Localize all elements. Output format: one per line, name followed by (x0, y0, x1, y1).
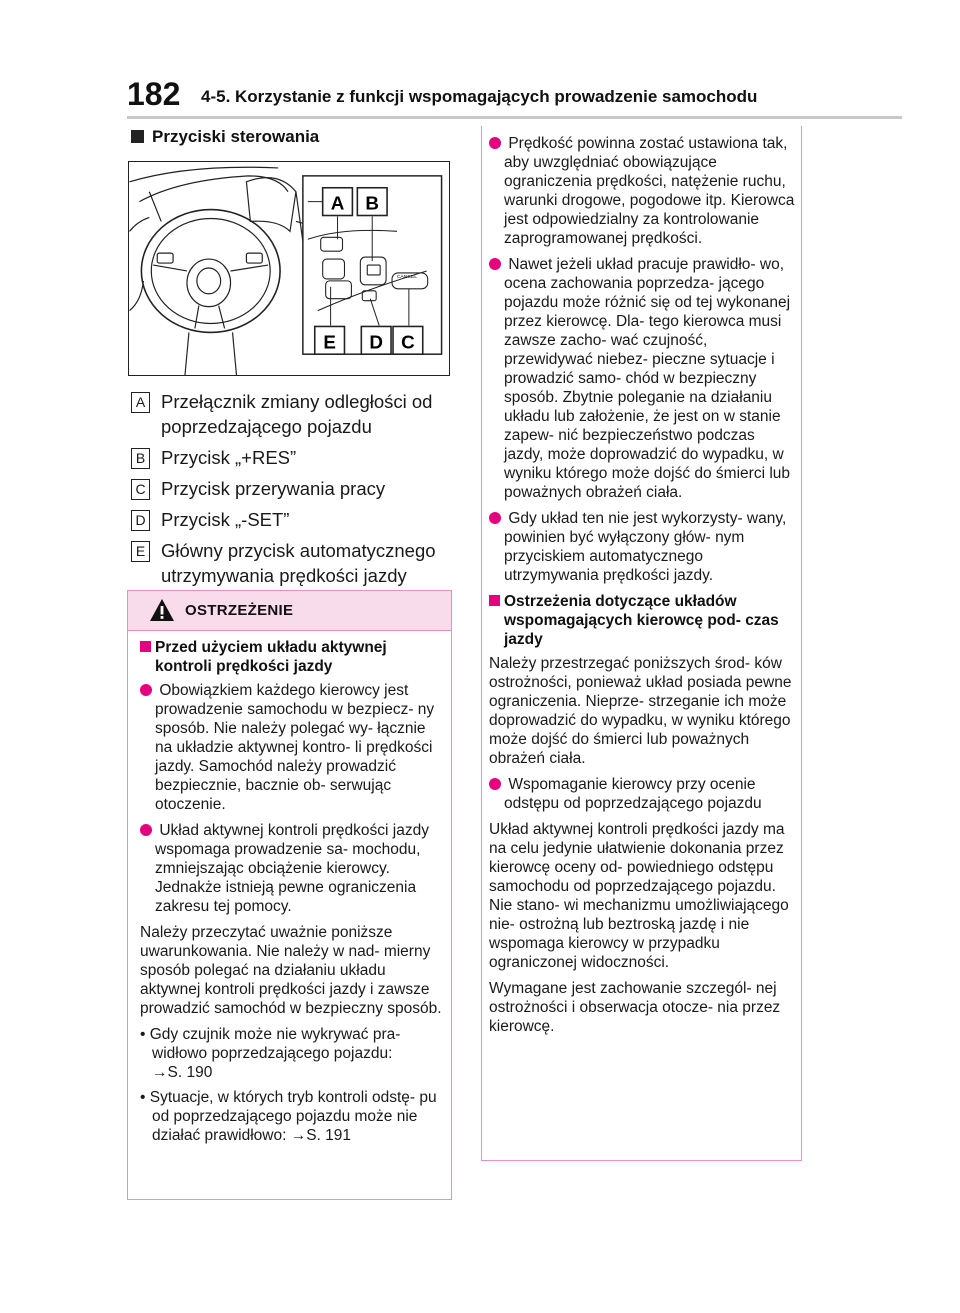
steering-wheel-figure (128, 161, 450, 376)
cancel-label: CANCEL (396, 274, 418, 280)
warning-heading (140, 638, 442, 676)
continuation-bullet-text: Prędkość powinna zostać ustawiona tak, aby uwzględniać obowiązujące ograniczenia prędkości, natężenie ruchu, warunki drogowe, pogodowe itp. Kierowca jest odpowiedzialny za kontrolowanie zaprogramowanej prędkości. (504, 135, 795, 247)
continuation-paragraph: Wymagane jest zachowanie szczegól- nej ostrożności i obserwacja otocze- nia przez kierowcę. (489, 980, 781, 1035)
section-title: 4-5. Korzystanie z funkcji wspomagających prowadzenie samochodu (201, 87, 758, 106)
legend-item (131, 389, 461, 439)
warning-body (128, 631, 451, 1145)
steering-wheel-illustration (129, 162, 449, 375)
continuation-heading-text: Ostrzeżenia dotyczące układów wspomagających kierowcę pod- czas jazdy (504, 593, 779, 648)
pink-dot-bullet-icon (140, 684, 152, 696)
pink-square-bullet-icon (489, 595, 500, 606)
legend-key: E (131, 541, 150, 562)
sub-heading (131, 127, 319, 147)
warning-continuation-box (481, 126, 802, 1161)
header-divider (127, 116, 902, 119)
page-reference[interactable]: →S. 191 (290, 1127, 352, 1144)
warning-title: OSTRZEŻENIE (185, 602, 294, 619)
callout-b: B (365, 192, 380, 214)
continuation-bullet (489, 134, 795, 248)
callout-c: C (401, 331, 415, 353)
legend-key: A (131, 392, 150, 413)
continuation-bullet-text: Wspomaganie kierowcy przy ocenie odstępu od poprzedzającego pojazdu (504, 776, 762, 812)
page-number: 182 (127, 76, 181, 112)
continuation-paragraph: Układ aktywnej kontroli prędkości jazdy ma na celu jedynie ułatwienie dokonania przez kierowcę oceny od- powiedniego odstępu samochodu od poprzedzającego pojazdu. Nie stano- wi mechanizmu umożliwiającego nie- ostrożną lub beztroską jazdę i nie wspomaga kierowcy w przypadku ograniczonej widoczności. (489, 821, 789, 971)
legend-item (131, 507, 461, 532)
warning-bullet (140, 681, 442, 814)
pink-dot-bullet-icon (489, 258, 501, 270)
warning-box (127, 590, 452, 1200)
pink-dot-bullet-icon (140, 824, 152, 836)
continuation-bullet-text: Nawet jeżeli układ pracuje prawidło- wo, ocena zachowania poprzedza- jącego pojazdu może różnić się od tej wykonanej przez kierowcę. Dla- tego kierowca musi zawsze zacho- wać czujność, przewidywać niebez- pieczne sytuacje i prowadzić samo- chód w bezpieczny sposób. Zbytnie poleganie na działaniu układu lub założenie, że jest on w stanie zapew- nić bezpieczeństwo podczas jazdy, może doprowadzić do wypadku, w wyniku którego może dojść do śmierci lub poważnych obrażeń ciała. (504, 256, 791, 501)
warning-header (128, 591, 451, 631)
continuation-paragraph: Należy przestrzegać poniższych środ- ków ostrożności, ponieważ układ posiada pewne ograniczenia. Nieprze- strzeganie ich może doprowadzić do wypadku, w wyniku którego może dojść do śmierci lub poważnych obrażeń ciała. (489, 655, 792, 767)
warning-dash-item: • Sytuacje, w których tryb kontroli odstę- pu od poprzedzającego pojazdu może nie działać prawidłowo: →S. 191 (140, 1089, 437, 1144)
continuation-bullet (489, 509, 795, 585)
page-reference-text[interactable]: S. 191 (306, 1127, 352, 1144)
legend-text: Przycisk „+RES” (161, 447, 297, 468)
pink-dot-bullet-icon (489, 778, 501, 790)
warning-bullet (140, 821, 442, 916)
legend-item (131, 538, 461, 588)
pink-dot-bullet-icon (489, 512, 501, 524)
continuation-heading (489, 592, 795, 649)
pink-square-bullet-icon (140, 641, 151, 652)
warning-bullet-text: Układ aktywnej kontroli prędkości jazdy wspomaga prowadzenie sa- mochodu, zmniejszając obciążenie kierowcy. Jednakże istnieją pewne ograniczenia zakresu tej pomocy. (155, 822, 429, 915)
dash-item-text: Sytuacje, w których tryb kontroli odstę- pu od poprzedzającego pojazdu może nie działać prawidłowo: (149, 1089, 437, 1144)
sub-heading-text: Przyciski sterowania (152, 127, 320, 146)
continuation-bullet (489, 775, 795, 813)
dash-item-text: Gdy czujnik może nie wykrywać pra- widłowo poprzedzającego pojazdu: (149, 1026, 401, 1062)
legend-item (131, 476, 461, 501)
page-reference[interactable]: →S. 190 (152, 1064, 213, 1081)
legend-key: C (131, 479, 150, 500)
warning-dash-item: • Gdy czujnik może nie wykrywać pra- widłowo poprzedzającego pojazdu: →S. 190 (140, 1026, 401, 1081)
figure-legend (131, 389, 461, 594)
page-reference-text[interactable]: S. 190 (167, 1064, 213, 1081)
warning-triangle-icon (149, 598, 175, 622)
legend-text: Przycisk „-SET” (161, 509, 290, 530)
pink-dot-bullet-icon (489, 137, 501, 149)
legend-text: Główny przycisk automatycznego utrzymywania prędkości jazdy (161, 540, 436, 586)
callout-d: D (369, 331, 383, 353)
legend-item (131, 445, 461, 470)
warning-bullet-text: Obowiązkiem każdego kierowcy jest prowadzenie samochodu w bezpiecz- ny sposób. Nie należy polegać wy- łącznie na układzie aktywnej kontro- li prędkości jazdy. Samochód należy prowadzić bezpiecznie, bacznie ob- serwując otoczenie. (155, 682, 435, 813)
legend-text: Przełącznik zmiany odległości od poprzedzającego pojazdu (161, 391, 433, 437)
callout-e: E (323, 331, 336, 353)
continuation-bullet (489, 255, 795, 502)
warning-paragraph: Należy przeczytać uważnie poniższe uwarunkowania. Nie należy w nad- mierny sposób polegać na działaniu układu aktywnej kontroli prędkości jazdy i zawsze prowadzić samochód w bezpieczny sposób. (140, 924, 442, 1017)
continuation-body (482, 126, 801, 1036)
callout-a: A (330, 192, 345, 214)
warning-heading-text: Przed użyciem układu aktywnej kontroli prędkości jazdy (155, 639, 387, 675)
square-bullet-icon (131, 130, 144, 143)
continuation-bullet-text: Gdy układ ten nie jest wykorzysty- wany, powinien być wyłączony głów- nym przyciskiem automatycznego utrzymywania prędkości jazdy. (504, 510, 787, 584)
legend-key: B (131, 448, 150, 469)
legend-text: Przycisk przerywania pracy (161, 478, 386, 499)
legend-key: D (131, 510, 150, 531)
